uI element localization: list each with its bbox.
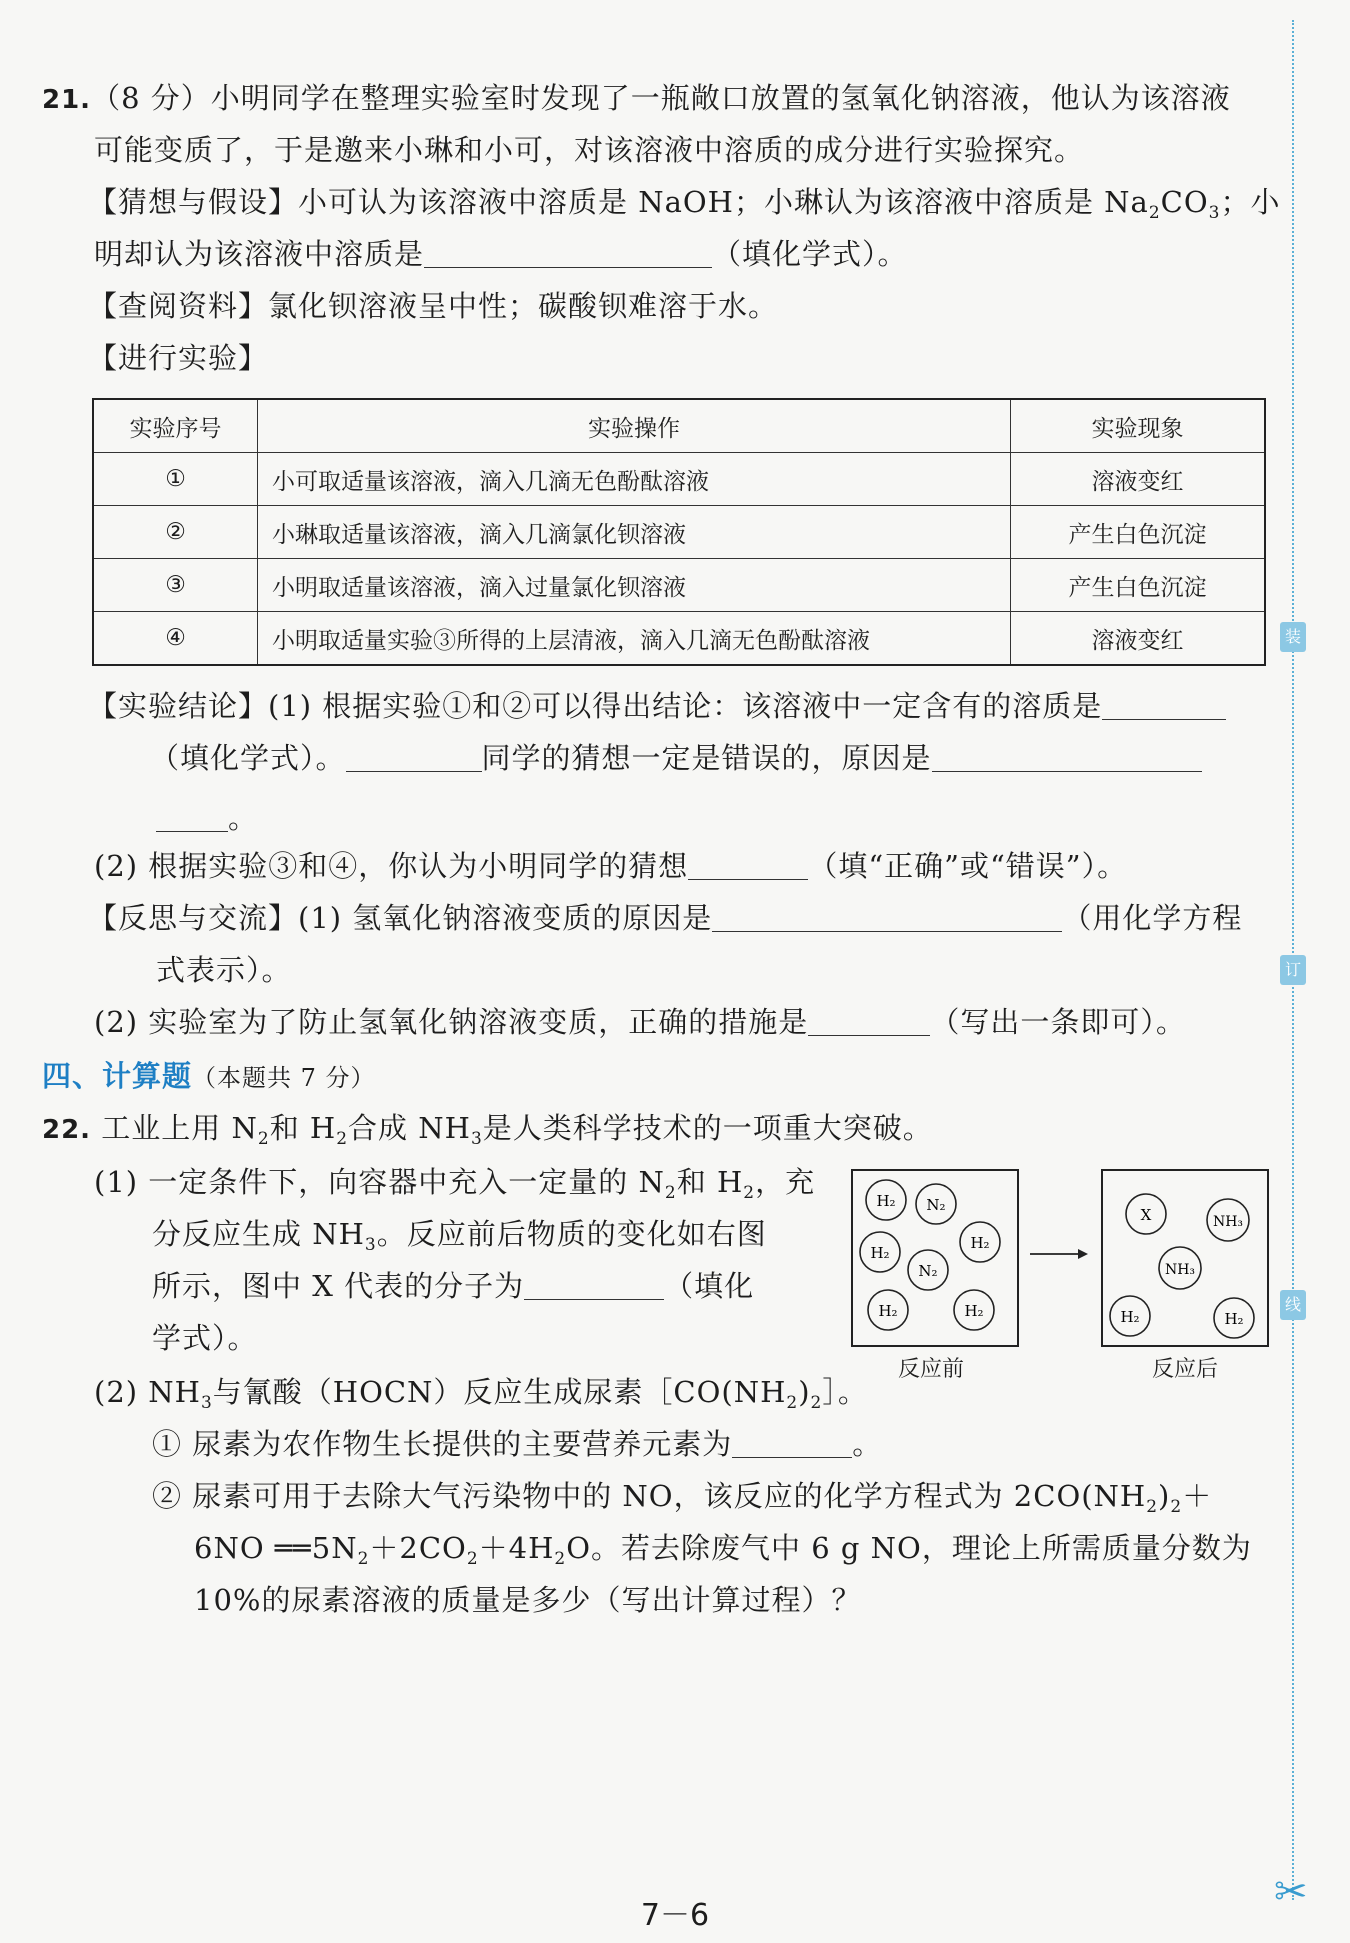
molecule-n2 [908, 1250, 948, 1290]
svg-text:H₂: H₂ [970, 1234, 990, 1252]
margin-tag-ding: 订 [1280, 955, 1306, 985]
molecule-h2 [960, 1222, 1000, 1262]
q22-part2-item1: ① 尿素为农作物生长提供的主要营养元素为 。 [152, 1427, 883, 1461]
caption-before: 反应前 [898, 1357, 965, 1382]
q21-line-2: 可能变质了，于是邀来小琳和小可，对该溶液中溶质的成分进行实验探究。 [94, 133, 1085, 167]
molecule-nh3 [1207, 1199, 1249, 1241]
q22-part1-line4: 学式）。 [152, 1321, 258, 1355]
q21-reflection-1: 【反思与交流】(1) 氢氧化钠溶液变质的原因是 （用化学方程 [88, 901, 1243, 935]
answer-blank-x-molecule[interactable] [524, 1269, 664, 1300]
q22-part1-line3: 所示，图中 X 代表的分子为 （填化 [152, 1269, 755, 1303]
margin-tag-zhuang: 装 [1280, 622, 1306, 652]
q21-conclusion-4: (2) 根据实验③和④，你认为小明同学的猜想 （填“正确”或“错误”）。 [94, 849, 1128, 883]
molecule-x [1126, 1194, 1166, 1234]
experiment-table [92, 398, 1266, 666]
q21-conclusion-2: （填化学式）。 同学的猜想一定是错误的，原因是 [150, 738, 1202, 778]
answer-blank-nutrient[interactable] [732, 1427, 852, 1458]
answer-blank-reason[interactable] [932, 741, 1202, 772]
after-container [1102, 1170, 1268, 1346]
svg-text:N₂: N₂ [926, 1196, 946, 1214]
header-operation: 实验操作 [258, 399, 1011, 453]
svg-text:H₂: H₂ [1120, 1308, 1140, 1326]
q21-hypothesis: 【猜想与假设】小可认为该溶液中溶质是 NaOH；小琳认为该溶液中溶质是 $Na_2CO_3$；小 [88, 185, 1281, 223]
q21-reflection-3: (2) 实验室为了防止氢氧化钠溶液变质，正确的措施是 （写出一条即可）。 [94, 1005, 1186, 1039]
q21-line-1 [42, 78, 1231, 120]
q21-conclusion-1: 【实验结论】(1) 根据实验①和②可以得出结论：该溶液中一定含有的溶质是 [88, 686, 1226, 726]
table-header-row [93, 399, 1265, 453]
section-4-heading: 四、计算题（本题共 7 分） [42, 1059, 376, 1093]
q21-conclusion-3: 。 [156, 798, 258, 838]
q22-part1-line2: 分反应生成 $NH_3$。反应前后物质的变化如右图 [152, 1217, 767, 1255]
q21-hypothesis-2: 明却认为该溶液中溶质是 （填化学式）。 [94, 237, 908, 271]
caption-after: 反应后 [1152, 1357, 1219, 1382]
header-phenomenon: 实验现象 [1011, 399, 1266, 453]
q21-number: 21. [42, 85, 92, 115]
q22-part2-item2-line3: 10%的尿素溶液的质量是多少（写出计算过程）？ [194, 1583, 862, 1617]
svg-text:NH₃: NH₃ [1164, 1262, 1196, 1278]
molecule-h2 [868, 1290, 908, 1330]
q22-part1-line1: (1) 一定条件下，向容器中充入一定量的 $N_2$和 $H_2$，充 [94, 1165, 816, 1203]
svg-text:X: X [1140, 1206, 1152, 1224]
page-number: 7－6 [640, 1898, 710, 1933]
svg-text:NH₃: NH₃ [1212, 1214, 1244, 1230]
svg-text:H₂: H₂ [878, 1302, 898, 1320]
answer-blank-measure[interactable] [808, 1005, 930, 1036]
reaction-diagram [850, 1168, 1270, 1372]
answer-blank-xiaoming-solute[interactable] [424, 237, 712, 268]
q22-intro: 22. 工业上用 $N_2$和 $H_2$合成 $NH_3$是人类科学技术的一项重大突破。 [42, 1111, 933, 1149]
molecule-h2 [1110, 1296, 1150, 1336]
margin-tag-xian: 线 [1280, 1290, 1306, 1320]
molecule-h2 [860, 1232, 900, 1272]
answer-blank-student[interactable] [346, 741, 482, 772]
reaction-arrow-icon [1030, 1249, 1088, 1259]
answer-blank-correct-wrong[interactable] [688, 849, 808, 880]
svg-text:H₂: H₂ [1224, 1310, 1244, 1328]
table-row: ④ 小明取适量实验③所得的上层清液，滴入几滴无色酚酞溶液 溶液变红 [93, 612, 1265, 666]
table-row: ② 小琳取适量该溶液，滴入几滴氯化钡溶液 产生白色沉淀 [93, 506, 1265, 559]
table-row: ③ 小明取适量该溶液，滴入过量氯化钡溶液 产生白色沉淀 [93, 559, 1265, 612]
q21-reflection-2: 式表示）。 [156, 953, 292, 987]
q21-experiment-heading: 【进行实验】 [88, 341, 269, 375]
answer-blank-equation[interactable] [712, 901, 1062, 932]
molecule-h2 [954, 1290, 994, 1330]
answer-blank-reason-cont[interactable] [156, 801, 228, 832]
header-no: 实验序号 [93, 399, 258, 453]
molecule-h2 [866, 1180, 906, 1220]
svg-text:H₂: H₂ [964, 1302, 984, 1320]
svg-text:H₂: H₂ [870, 1244, 890, 1262]
answer-blank-solute[interactable] [1102, 689, 1226, 720]
q22-part2-item2-line2: 6NO $══5N_2+2CO_2+4H_2O$。若去除废气中 6 g NO，理论上所需质量分数为 [194, 1531, 1252, 1569]
scissors-icon: ✂ [1274, 1869, 1308, 1915]
q21-references: 【查阅资料】氯化钡溶液呈中性；碳酸钡难溶于水。 [88, 289, 779, 323]
q22-part2: (2) $NH_3$与氰酸（HOCN）反应生成尿素$[CO(NH_2)_2]$。 [94, 1375, 868, 1413]
table-row: ① 小可取适量该溶液，滴入几滴无色酚酞溶液 溶液变红 [93, 453, 1265, 506]
molecule-h2 [1214, 1298, 1254, 1338]
q21-stem-1: （8 分）小明同学在整理实验室时发现了一瓶敞口放置的氢氧化钠溶液，他认为该溶液 [91, 81, 1231, 115]
molecule-nh3 [1159, 1247, 1201, 1289]
svg-text:N₂: N₂ [918, 1262, 938, 1280]
q22-part2-item2-line1: ② 尿素可用于去除大气污染物中的 NO，该反应的化学方程式为 $2CO(NH_2)_2+$ [152, 1479, 1213, 1517]
svg-text:H₂: H₂ [876, 1192, 896, 1210]
before-container [852, 1170, 1018, 1346]
molecule-n2 [916, 1184, 956, 1224]
